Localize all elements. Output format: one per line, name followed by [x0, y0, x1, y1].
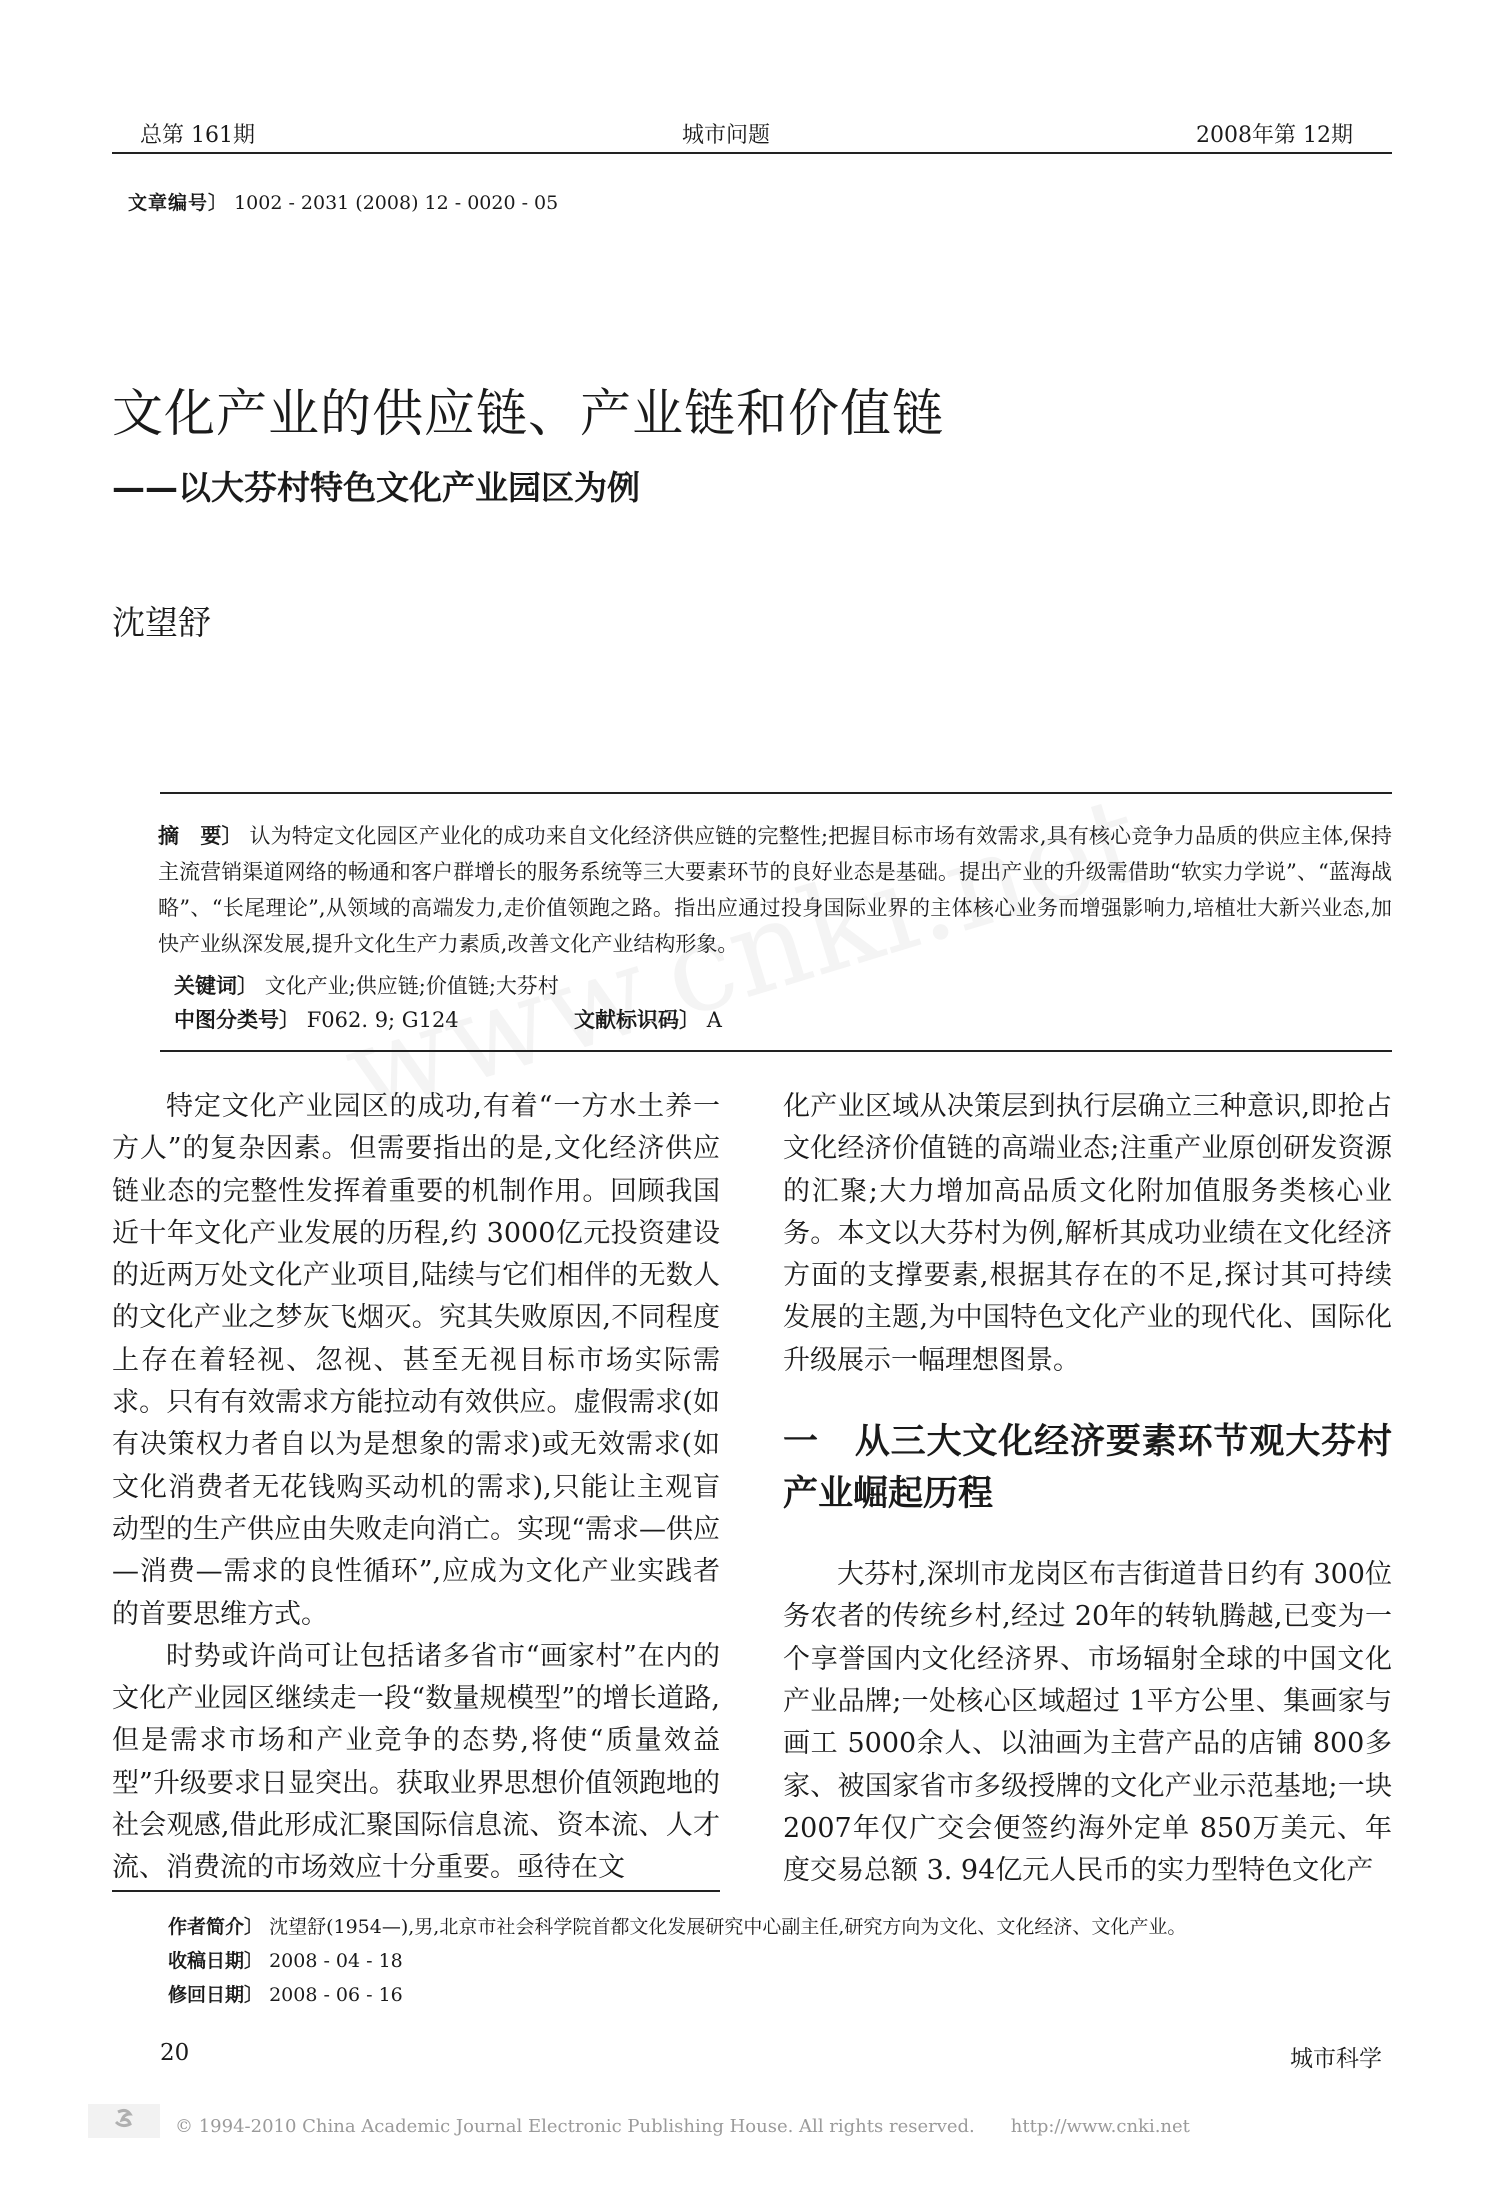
issue-date: 2008年第 12期: [1196, 123, 1353, 148]
cnki-logo-icon: [88, 2104, 160, 2138]
document-code: [574, 1004, 722, 1034]
article-number-value: 1002 - 2031 (2008) 12 - 0020 - 05: [234, 192, 559, 214]
article-subtitle: ——以大芬村特色文化产业园区为例: [112, 468, 640, 507]
revised-date-value: 2008 - 06 - 16: [269, 1984, 403, 2006]
author-name: 沈望舒: [112, 603, 211, 642]
article-number: [128, 188, 558, 215]
abstract: [158, 818, 1392, 962]
document-code-value: A: [706, 1008, 722, 1032]
body-paragraph: 化产业区域从决策层到执行层确立三种意识,即抢占文化经济价值链的高端业态;注重产业原创研发资源的汇聚;大力增加高品质文化附加值服务类核心业务。本文以大芬村为例,解析其成功业绩在文化经济方面的支撑要素,根据其存在的不足,探讨其可持续发展的主题,为中国特色文化产业的现代化、国际化升级展示一幅理想图景。: [783, 1091, 1392, 1376]
author-bio: [168, 1912, 1186, 1939]
keywords-label: 关键词〕: [174, 974, 258, 998]
page-number: 20: [160, 2040, 190, 2066]
abstract-top-rule: [160, 792, 1392, 794]
body-left-column: [112, 1086, 720, 1890]
clc-value: F062. 9; G124: [306, 1008, 459, 1032]
keywords-value: 文化产业;供应链;价值链;大芬村: [264, 974, 559, 998]
footer-section: 城市科学: [1290, 2046, 1382, 2072]
revised-date: [168, 1980, 403, 2007]
issue-total: 总第 161期: [140, 123, 255, 148]
keywords: [174, 970, 559, 1000]
received-date-value: 2008 - 04 - 18: [269, 1950, 403, 1972]
section-heading: 一 从三大文化经济要素环节观大芬村产业崛起历程: [783, 1422, 1392, 1515]
copyright-notice: © 1994-2010 China Academic Journal Electronic Publishing House. All rights reserved. http://www.cnki.net: [175, 2116, 1190, 2137]
article-title: 文化产业的供应链、产业链和价值链: [112, 385, 945, 444]
article-number-label: 文章编号〕: [128, 192, 229, 214]
body-paragraph: 特定文化产业园区的成功,有着“一方水土养一方人”的复杂因素。但需要指出的是,文化经济供应链业态的完整性发挥着重要的机制作用。回顾我国近十年文化产业发展的历程,约 3000亿元投资建设的近两万处文化产业项目,陆续与它们相伴的无数人的文化产业之梦灰飞烟灭。究其失败原因,不同程度上存在着轻视、忽视、甚至无视目标市场实际需求。只有有效需求方能拉动有效供应。虚假需求(如有决策权力者自以为是想象的需求)或无效需求(如文化消费者无花钱购买动机的需求),只能让主观盲动型的生产供应由失败走向消亡。实现“需求—供应—消费—需求的良性循环”,应成为文化产业实践者的首要思维方式。: [112, 1091, 720, 1630]
author-bio-value: 沈望舒(1954—),男,北京市社会科学院首都文化发展研究中心副主任,研究方向为文化、文化经济、文化产业。: [269, 1916, 1187, 1938]
abstract-label: 摘 要〕: [158, 824, 243, 848]
abstract-bottom-rule: [160, 1050, 1392, 1052]
received-date-label: 收稿日期〕: [168, 1950, 264, 1972]
document-code-label: 文献标识码〕: [574, 1008, 700, 1032]
author-bio-label: 作者简介〕: [168, 1916, 264, 1938]
body-paragraph: 大芬村,深圳市龙岗区布吉街道昔日约有 300位务农者的传统乡村,经过 20年的转轨腾越,已变为一个享誉国内文化经济界、市场辐射全球的中国文化产业品牌;一处核心区域超过 1平方公里、集画家与画工 5000余人、以油画为主营产品的店铺 800多家、被国家省市多级授牌的文化产业示范基地;一块 2007年仅广交会便签约海外定单 850万美元、年度交易总额 3. 94亿元人民币的实力型特色文化产: [783, 1559, 1392, 1887]
abstract-text: 认为特定文化园区产业化的成功来自文化经济供应链的完整性;把握目标市场有效需求,具有核心竞争力品质的供应主体,保持主流营销渠道网络的畅通和客户群增长的服务系统等三大要素环节的良好业态是基础。提出产业的升级需借助“软实力学说”、“蓝海战略”、“长尾理论”,从领域的高端发力,走价值领跑之路。指出应通过投身国际业界的主体核心业务而增强影响力,培植壮大新兴业态,加快产业纵深发展,提升文化生产力素质,改善文化产业结构形象。: [158, 824, 1393, 956]
clc-number: [174, 1004, 459, 1034]
received-date: [168, 1946, 403, 1973]
body-right-column: [783, 1086, 1392, 1892]
journal-name: 城市问题: [682, 123, 771, 148]
footnote-rule: [112, 1890, 720, 1892]
header-rule: [112, 152, 1392, 154]
revised-date-label: 修回日期〕: [168, 1984, 264, 2006]
body-paragraph: 时势或许尚可让包括诸多省市“画家村”在内的文化产业园区继续走一段“数量规模型”的增长道路,但是需求市场和产业竞争的态势,将使“质量效益型”升级要求日显突出。获取业界思想价值领跑地的社会观感,借此形成汇聚国际信息流、资本流、人才流、消费流的市场效应十分重要。亟待在文: [112, 1640, 720, 1884]
clc-label: 中图分类号〕: [174, 1008, 300, 1032]
